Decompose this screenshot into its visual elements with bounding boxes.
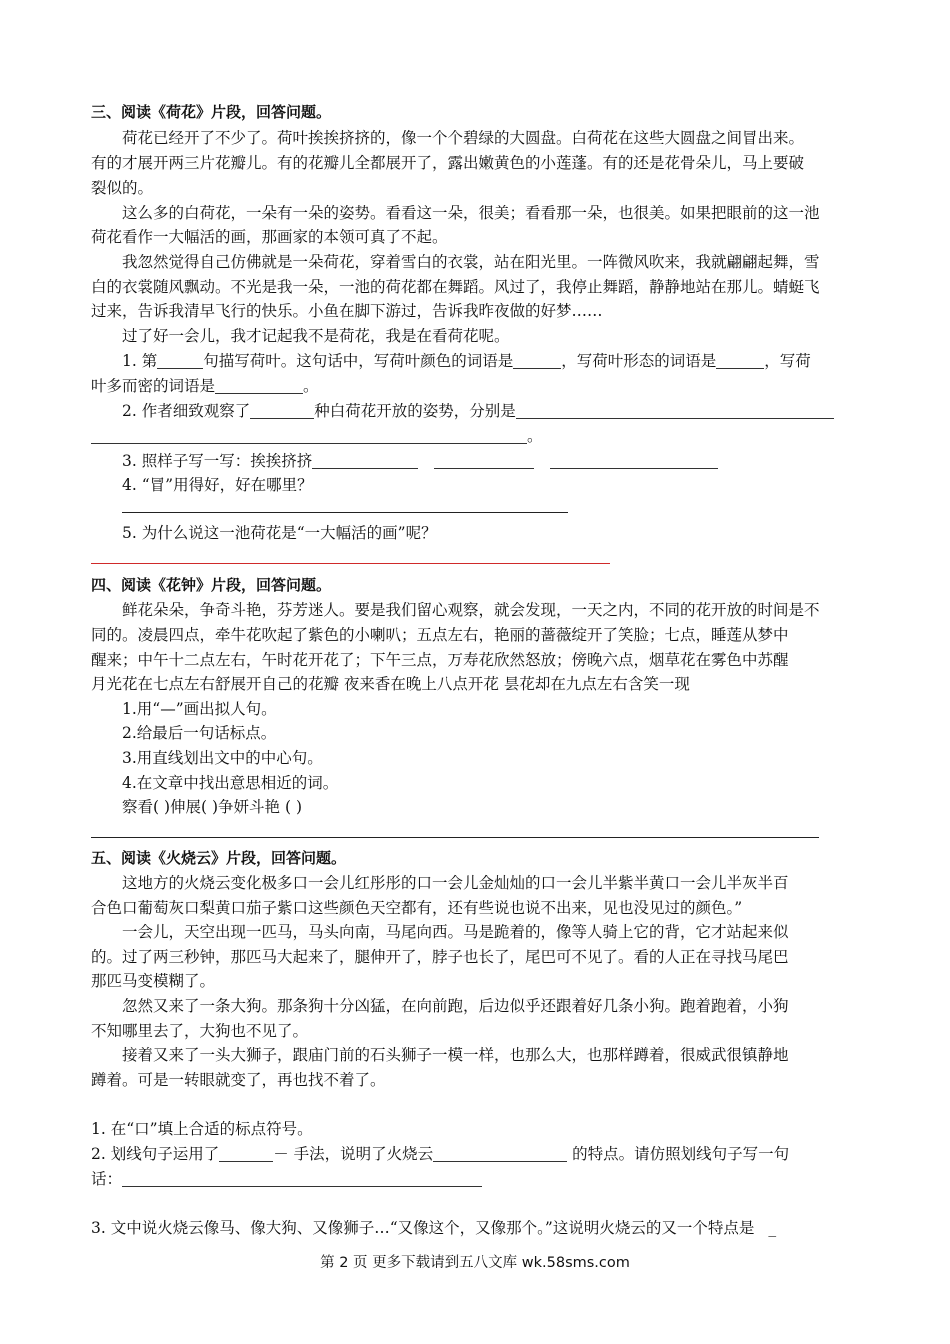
q1-text-c: ，写荷叶形态的词语是	[561, 352, 717, 370]
sec4-para-line2: 同的。凌晨四点，牵牛花吹起了紫色的小喇叭；五点左右，艳丽的蔷薇绽开了笑脸；七点，睡莲从梦中	[91, 626, 789, 644]
sec5-question3	[91, 1217, 776, 1239]
q1-blank-sentence[interactable]	[157, 352, 203, 369]
sec4-question4: 4.在文章中找出意思相近的词。	[122, 774, 339, 792]
sec3-p3-line1: 我忽然觉得自己仿佛就是一朵荷花，穿着雪白的衣裳，站在阳光里。一阵微风吹来，我就翩翩起舞，雪	[122, 253, 820, 271]
q1-text-a: 1. 第	[122, 352, 158, 370]
sec3-p4: 过了好一会儿，我才记起我不是荷花，我是在看荷花呢。	[122, 327, 510, 345]
page-footer: 第 2 页 更多下载请到五八文库 wk.58sms.com	[320, 1255, 630, 1271]
sec4-question3: 3.用直线划出文中的中心句。	[122, 749, 323, 767]
q1-blank-shape[interactable]	[716, 352, 764, 369]
q5-answer-line[interactable]	[91, 563, 610, 564]
sec5-p1-line2: 合色口葡萄灰口梨黄口茄子紫口这些颜色天空都有，还有些说也说不出来，见也没见过的颜色。”	[91, 899, 743, 917]
q2-blank-count[interactable]	[250, 402, 314, 419]
q2-blank-postures[interactable]	[516, 402, 834, 419]
q1-text-f: 。	[303, 377, 319, 395]
q1-text-b: 句描写荷叶。这句话中，写荷叶颜色的词语是	[203, 352, 514, 370]
q3-blank-3[interactable]	[550, 452, 718, 469]
q1-blank-color[interactable]	[513, 352, 561, 369]
sec3-p3-line3: 过来，告诉我清早飞行的快乐。小鱼在脚下游过，告诉我昨夜做的好梦……	[91, 302, 603, 320]
sec5-p4-line2: 蹲着。可是一转眼就变了，再也找不着了。	[91, 1071, 386, 1089]
section-divider	[91, 837, 819, 838]
sec5-question1: 1. 在“口”填上合适的标点符号。	[91, 1120, 313, 1138]
sec4-para-line3: 醒来；中午十二点左右，午时花开花了；下午三点，万寿花欣然怒放；傍晚六点，烟草花在雾色中苏醒	[91, 651, 789, 669]
sec5-question2-cont	[91, 1168, 482, 1190]
sec3-question3	[122, 450, 718, 472]
q4-answer-line[interactable]	[122, 512, 568, 513]
s5q2-text-a: 2. 划线句子运用了	[91, 1145, 220, 1163]
sec3-p1-line1: 荷花已经开了不少了。荷叶挨挨挤挤的，像一个个碧绿的大圆盘。白荷花在这些大圆盘之间冒出来。	[122, 129, 805, 147]
q3-blank-1[interactable]	[312, 452, 418, 469]
sec3-p1-line3: 裂似的。	[91, 179, 154, 197]
sec3-question2	[122, 400, 834, 422]
q1-text-e: 叶多而密的词语是	[91, 377, 216, 395]
sec3-question4: 4. “冒”用得好，好在哪里？	[122, 476, 313, 494]
sec3-question5: 5. 为什么说这一池荷花是“一大幅活的画”呢？	[122, 524, 437, 542]
q2-text-a: 2. 作者细致观察了	[122, 402, 251, 420]
sec5-question2	[91, 1143, 789, 1165]
section4-title: 四、阅读《花钟》片段，回答问题。	[91, 576, 332, 594]
sec4-para-line1: 鲜花朵朵，争奇斗艳，芬芳迷人。要是我们留心观察，就会发现，一天之内，不同的花开放的时间是不	[122, 601, 820, 619]
s5q3-blank[interactable]: _	[768, 1219, 777, 1237]
q2-text-b: 种白荷花开放的姿势，分别是	[314, 402, 516, 420]
sec4-question4-answers: 察看( )伸展( )争妍斗艳 ( )	[122, 798, 302, 816]
q2-text-c: 。	[527, 427, 543, 445]
q2-blank-postures-cont[interactable]	[91, 427, 527, 444]
s5q2-text-d: 话：	[91, 1170, 123, 1188]
sec5-p4-line1: 接着又来了一头大狮子，跟庙门前的石头狮子一模一样，也那么大，也那样蹲着，很威武很镇静地	[122, 1046, 789, 1064]
sec3-question1	[122, 350, 811, 372]
section5-title: 五、阅读《火烧云》片段，回答问题。	[91, 849, 347, 867]
s5q2-blank-sentence[interactable]	[122, 1170, 482, 1187]
s5q2-text-b: － 手法，说明了火烧云	[273, 1145, 434, 1163]
sec4-para-line4: 月光花在七点左右舒展开自己的花瓣 夜来香在晚上八点开花 昙花却在九点左右含笑一现	[91, 675, 690, 693]
sec5-p2-line2: 的。过了两三秒钟，那匹马大起来了，腿伸开了，脖子也长了，尾巴可不见了。看的人正在寻找马尾巴	[91, 948, 789, 966]
sec4-question1: 1.用“—”画出拟人句。	[122, 700, 277, 718]
sec5-p3-line1: 忽然又来了一条大狗。那条狗十分凶猛，在向前跑，后边似乎还跟着好几条小狗。跑着跑着，小狗	[122, 997, 789, 1015]
q3-text: 3. 照样子写一写：挨挨挤挤	[122, 452, 313, 470]
sec3-p2-line1: 这么多的白荷花，一朵有一朵的姿势。看看这一朵，很美；看看那一朵，也很美。如果把眼前的这一池	[122, 204, 820, 222]
section3-title: 三、阅读《荷花》片段，回答问题。	[91, 103, 332, 121]
q1-text-d: ，写荷	[764, 352, 811, 370]
q3-blank-2[interactable]	[434, 452, 534, 469]
s5q2-blank-technique[interactable]	[219, 1145, 273, 1162]
sec5-p1-line1: 这地方的火烧云变化极多口一会儿红彤彤的口一会儿金灿灿的口一会儿半紫半黄口一会儿半灰半百	[122, 874, 789, 892]
s5q3-text: 3. 文中说火烧云像马、像大狗、又像狮子…“又像这个，又像那个。”这说明火烧云的又一个特点是	[91, 1219, 755, 1237]
sec4-question2: 2.给最后一句话标点。	[122, 724, 277, 742]
q1-blank-dense[interactable]	[215, 377, 303, 394]
sec3-p2-line2: 荷花看作一大幅活的画，那画家的本领可真了不起。	[91, 228, 448, 246]
sec3-p1-line2: 有的才展开两三片花瓣儿。有的花瓣儿全都展开了，露出嫩黄色的小莲蓬。有的还是花骨朵儿，马上要破	[91, 154, 805, 172]
sec5-p2-line1: 一会儿，天空出现一匹马，马头向南，马尾向西。马是跪着的，像等人骑上它的背，它才站起来似	[122, 923, 789, 941]
sec3-question2-cont	[91, 425, 543, 447]
sec3-question1-cont	[91, 375, 319, 397]
sec5-p2-line3: 那匹马变模糊了。	[91, 972, 216, 990]
sec3-p3-line2: 白的衣裳随风飘动。不光是我一朵，一池的荷花都在舞蹈。风过了，我停止舞蹈，静静地站在那儿。蜻蜓飞	[91, 278, 820, 296]
s5q2-text-c: 的特点。请仿照划线句子写一句	[567, 1145, 790, 1163]
s5q2-blank-feature[interactable]	[433, 1145, 567, 1162]
sec5-p3-line2: 不知哪里去了，大狗也不见了。	[91, 1022, 309, 1040]
